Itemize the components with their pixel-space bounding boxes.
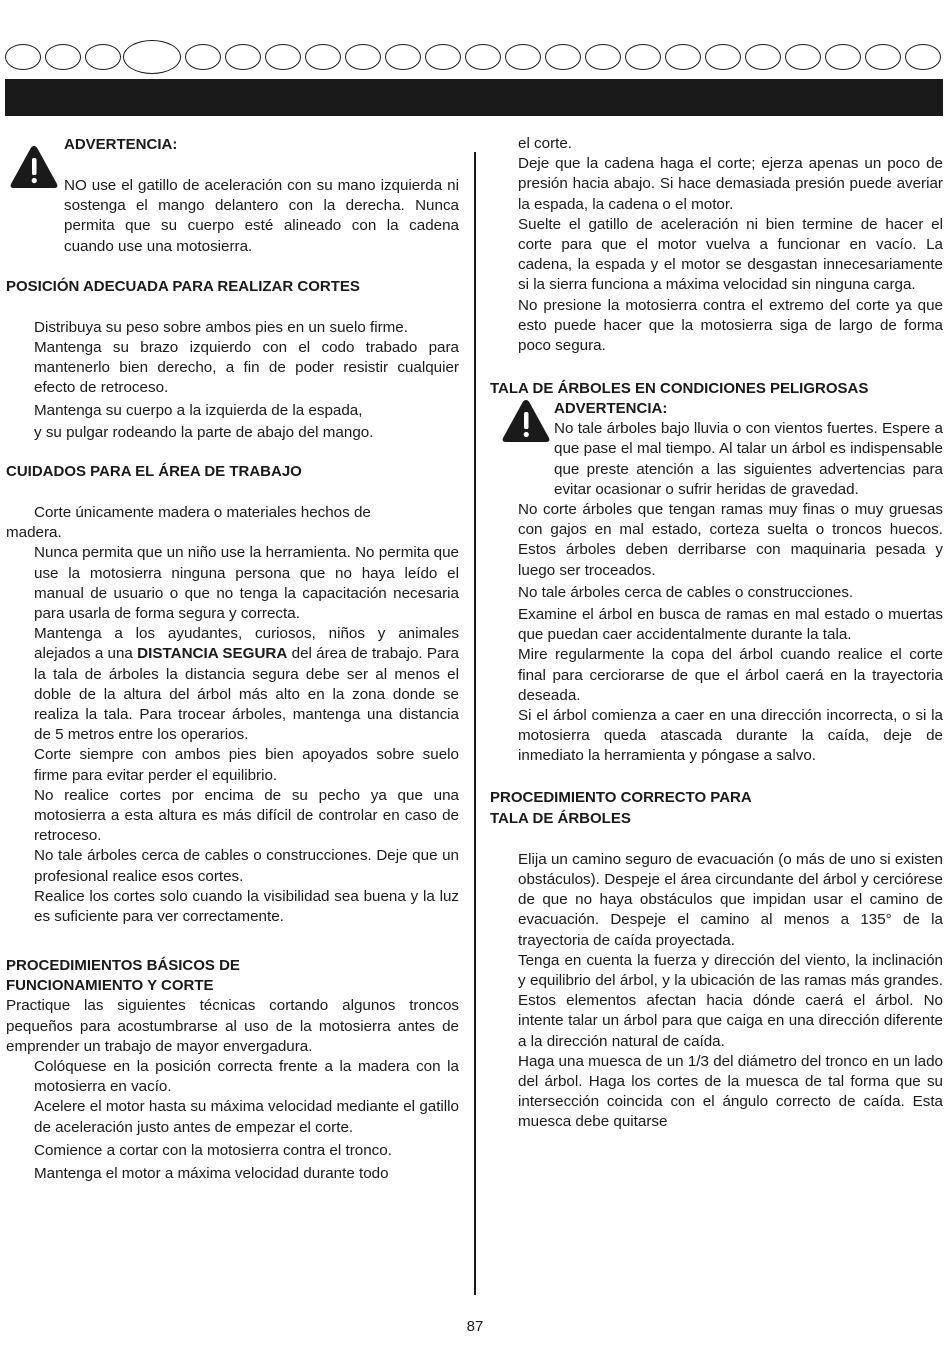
right-column bbox=[490, 134, 943, 1133]
list-item: Mantenga el motor a máxima velocidad durante todo bbox=[34, 1164, 389, 1182]
list-item: Haga una muesca de un 1/3 del diámetro del tronco en un lado del árbol. Haga los cortes de la muesca de tal forma que su intersección coincida con el ángulo correcto de caída. Esta muesca debe quitarse bbox=[518, 1052, 943, 1131]
oval-tab-13 bbox=[505, 44, 541, 70]
list-item-continuation: el corte. bbox=[518, 135, 573, 152]
oval-tab-7 bbox=[265, 44, 301, 70]
column-divider bbox=[474, 152, 476, 1295]
intro-paragraph: Practique las siguientes técnicas cortando algunos troncos pequeños para acostumbrarse al uso de la motosierra antes de emprender un trabajo de mayor envergadura. bbox=[6, 997, 459, 1055]
oval-tab-14 bbox=[545, 44, 581, 70]
oval-tab-21 bbox=[825, 44, 861, 70]
oval-tab-6 bbox=[225, 44, 261, 70]
section-heading-dangerous-conditions: TALA DE ÁRBOLES EN CONDICIONES PELIGROSAS bbox=[490, 380, 869, 398]
oval-tab-19 bbox=[745, 44, 781, 70]
list-item: Elija un camino seguro de evacuación (o más de uno si existen obstáculos). Despeje el área circundante del árbol y cerciórese de que no haya obstáculos que impidan usar el camino de evacuación. Despeje el camino al menos a 135° de la trayectoria de caída proyectada. bbox=[518, 850, 943, 949]
warning-text: No tale árboles bajo lluvia o con vientos fuertes. Espere a que pase el mal tiempo. Al talar un árbol es indispensable que preste atención a las siguientes advertencias para evitar ocasionar o sufrir heridas de gravedad. bbox=[554, 420, 943, 498]
list-item: Examine el árbol en busca de ramas en mal estado o muertas que puedan caer accidentalmente durante la tala. bbox=[518, 606, 943, 644]
oval-tab-3 bbox=[85, 44, 121, 70]
oval-tab-10 bbox=[385, 44, 421, 70]
warning-triangle-icon bbox=[500, 397, 552, 445]
list-item: Comience a cortar con la motosierra contra el tronco. bbox=[34, 1141, 392, 1159]
oval-tab-11 bbox=[425, 44, 461, 70]
oval-tab-2 bbox=[45, 44, 81, 70]
list-item: Acelere el motor hasta su máxima velocidad mediante el gatillo de aceleración justo antes de empezar el corte. bbox=[34, 1098, 459, 1136]
left-column bbox=[6, 134, 459, 1184]
list-item: No tale árboles cerca de cables o construcciones. Deje que un profesional realice esos cortes. bbox=[34, 847, 459, 885]
header-bar bbox=[5, 79, 943, 116]
warning-title: ADVERTENCIA: bbox=[64, 136, 178, 153]
list-item: Suelte el gatillo de aceleración ni bien termine de hacer el corte para que el motor vuelva a funcionar en vacío. La cadena, la espada y el motor se desgastan innecesariamente si la sierra funciona a máxima velocidad sin ninguna carga. bbox=[518, 215, 943, 294]
list-item: Nunca permita que un niño use la herramienta. No permita que use la motosierra ninguna persona que no haya leído el manual de usuario o que no tenga la capacitación necesaria para usarla de forma segura y correcta. bbox=[34, 544, 459, 623]
list-item: Tenga en cuenta la fuerza y dirección del viento, la inclinación y equilibrio del árbol, y la ubicación de las ramas más grandes. Estos elementos afectan hacia dónde caerá el árbol. No intente talar un árbol para que caiga en una dirección diferente a la dirección natural de caída. bbox=[518, 951, 943, 1050]
oval-tab-5 bbox=[185, 44, 221, 70]
oval-tab-22 bbox=[865, 44, 901, 70]
list-item: Colóquese en la posición correcta frente a la madera con la motosierra en vacío. bbox=[34, 1057, 459, 1096]
list-item: Corte únicamente madera o materiales hechos de bbox=[34, 504, 371, 522]
oval-tab-17 bbox=[665, 44, 701, 70]
warning-text: NO use el gatillo de aceleración con su mano izquierda ni sostenga el mango delantero con la derecha. Nunca permita que su cuerpo esté alineado con la cadena cuando use una motosierra. bbox=[64, 177, 459, 255]
text-run: Mantenga a los ayudantes, curiosos, niños y animales alejados a una bbox=[34, 625, 459, 663]
text-run: del área de trabajo. Para la tala de árboles la distancia segura debe ser al menos el doble de la altura del árbol más alto en la zona donde se realiza la tala. Para trocear árboles, mantenga una distancia de 5 metros entre los operarios. bbox=[34, 645, 459, 744]
list-item: Mantenga su cuerpo a la izquierda de la espada, bbox=[34, 401, 363, 419]
section-heading-correct-procedure-2: TALA DE ÁRBOLES bbox=[490, 809, 631, 827]
list-item: No realice cortes por encima de su pecho ya que una motosierra a esta altura es más difícil de controlar en caso de retroceso. bbox=[34, 786, 459, 845]
oval-tab-12 bbox=[465, 44, 501, 70]
warning-title: ADVERTENCIA: bbox=[554, 400, 668, 418]
warning-triangle-icon bbox=[8, 143, 60, 191]
oval-tab-9 bbox=[345, 44, 381, 70]
list-item-continuation: madera. bbox=[6, 524, 62, 542]
list-item: Realice los cortes solo cuando la visibilidad sea buena y la luz es suficiente para ver correctamente. bbox=[34, 887, 459, 926]
list-item bbox=[6, 624, 459, 745]
list-item: Deje que la cadena haga el corte; ejerza apenas un poco de presión hacia abajo. Si hace demasiada presión puede averiar la espada, la cadena o el motor. bbox=[518, 155, 943, 213]
oval-tab-23 bbox=[905, 44, 941, 70]
bold-term-safe-distance: DISTANCIA SEGURA bbox=[137, 645, 288, 663]
oval-tab-8 bbox=[305, 44, 341, 70]
page-number: 87 bbox=[466, 1318, 484, 1335]
list-item: Mantenga su brazo izquierdo con el codo trabado para mantenerlo bien derecho, a fin de poder resistir cualquier efecto de retroceso. bbox=[34, 339, 459, 397]
list-item: y su pulgar rodeando la parte de abajo del mango. bbox=[34, 423, 374, 441]
section-heading-correct-procedure-1: PROCEDIMIENTO CORRECTO PARA bbox=[490, 788, 752, 806]
section-heading-work-area: CUIDADOS PARA EL ÁREA DE TRABAJO bbox=[6, 463, 302, 481]
oval-tab-16 bbox=[625, 44, 661, 70]
oval-tab-15 bbox=[585, 44, 621, 70]
list-item: Distribuya su peso sobre ambos pies en un suelo firme. bbox=[34, 318, 408, 336]
oval-tab-4-highlighted bbox=[123, 40, 181, 74]
list-item: Mire regularmente la copa del árbol cuando realice el corte final para cerciorarse de que el árbol caerá en la trayectoria deseada. bbox=[518, 646, 943, 704]
warning-block-weather bbox=[490, 399, 943, 500]
section-heading-basic-procedures-2: FUNCIONAMIENTO Y CORTE bbox=[6, 977, 214, 995]
list-item: Corte siempre con ambos pies bien apoyados sobre suelo firme para evitar perder el equilibrio. bbox=[34, 746, 459, 784]
oval-tab-1 bbox=[5, 44, 41, 70]
warning-block-trigger bbox=[6, 135, 459, 257]
section-heading-cutting-position: POSICIÓN ADECUADA PARA REALIZAR CORTES bbox=[6, 277, 360, 295]
list-item: No corte árboles que tengan ramas muy finas o muy gruesas con gajos en mal estado, corteza suelta o troncos huecos. Estos árboles deben derribarse con maquinaria pesada y luego ser troceados. bbox=[518, 501, 943, 579]
list-item: No tale árboles cerca de cables o construcciones. bbox=[518, 583, 854, 601]
section-heading-basic-procedures-1: PROCEDIMIENTOS BÁSICOS DE bbox=[6, 957, 240, 975]
oval-tab-20 bbox=[785, 44, 821, 70]
list-item: Si el árbol comienza a caer en una dirección incorrecta, o si la motosierra queda atascada durante la caída, deje de inmediato la herramienta y póngase a salvo. bbox=[518, 707, 943, 765]
oval-tab-18 bbox=[705, 44, 741, 70]
list-item: No presione la motosierra contra el extremo del corte ya que esto puede hacer que la motosierra siga de largo de forma poco segura. bbox=[518, 296, 943, 355]
